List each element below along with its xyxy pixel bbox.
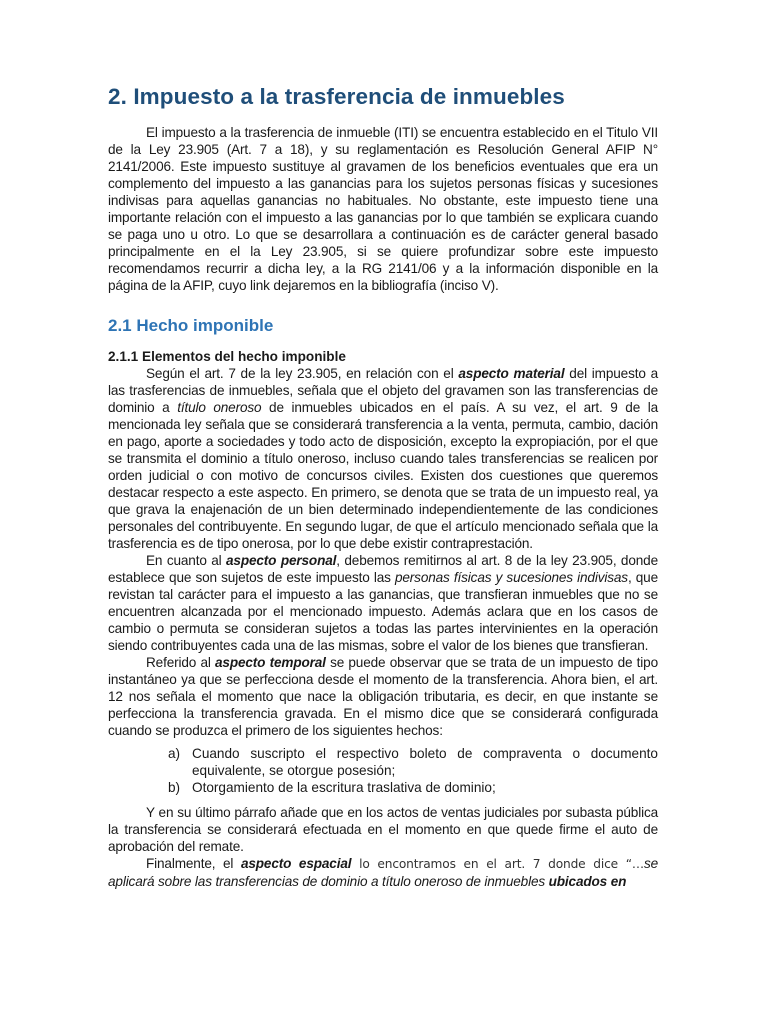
list-item: b) Otorgamiento de la escritura traslativa de dominio; [168, 780, 496, 795]
emphasis-material: aspecto material [458, 366, 565, 381]
auction-paragraph: Y en su último párrafo añade que en los actos de ventas judiciales por subasta pública la transferencia se considerará efectuada en el momento en que quede firme el auto de aprobación del remate. [108, 805, 658, 854]
personal-aspect-paragraph: En cuanto al aspecto personal, debemos remitirnos al art. 8 de la ley 23.905, donde establece que son sujetos de este impuesto las personas físicas y sucesiones indivisas, que revistan tal carácter para el impuesto a las ganancias, que transfieran inmuebles que no se encuentren alcanzada por el mencionado impuesto. Además aclara que en los casos de cambio o permuta se consideran sujetos a todas las partes intervinientes en la operación siendo contribuyentes cada una de las mismas, sobre el valor de los bienes que transfieran. [108, 553, 658, 653]
page-title: 2. Impuesto a la trasferencia de inmuebles [108, 84, 565, 109]
emphasis-temporal: aspecto temporal [215, 655, 326, 670]
spatial-aspect-paragraph: Finalmente, el aspecto espacial lo encontramos en el art. 7 donde dice “…se aplicará sobre las transferencias de dominio a título oneroso de inmuebles ubicados en [108, 856, 658, 889]
temporal-aspect-paragraph: Referido al aspecto temporal se puede observar que se trata de un impuesto de tipo instantáneo ya que se perfecciona desde el momento de la transferencia. Ahora bien, el art. 12 nos señala el momento que nace la obligación tributaria, es decir, en que instante se perfecciona la transferencia gravada. En el mismo dice que se considerará configurada cuando se produzca el primero de los siguientes hechos: [108, 655, 659, 738]
conditions-list [108, 745, 658, 796]
emphasis-personal: aspecto personal [226, 553, 337, 568]
intro-paragraph: El impuesto a la trasferencia de inmueble (ITI) se encuentra establecido en el Titulo VII de la Ley 23.905 (Art. 7 a 18), y su reglamentación es Resolución General AFIP N° 2141/2006. Este impuesto sustituye al gravamen de los beneficios eventuales que era un complemento del impuesto a las ganancias para los sujetos personas físicas y sucesiones indivisas para aquellas ganancias no habituales. No obstante, este impuesto tiene una importante relación con el impuesto a las ganancias por lo que también se explicara cuando se paga uno u otro. Lo que se desarrollara a continuación es de carácter general basado principalmente en el la Ley 23.905, si se quiere profundizar sobre este impuesto recomendamos recurrir a dicha ley, a la RG 2141/06 y a la información disponible en la página de la AFIP, cuyo link dejaremos en la bibliografía (inciso V). [108, 125, 658, 293]
section-heading: 2.1 Hecho imponible [108, 316, 274, 335]
list-item: a) Cuando suscripto el respectivo boleto de compraventa o documento equivalente, se otorgue posesión; [168, 746, 658, 778]
document-page [108, 84, 658, 890]
material-aspect-paragraph: Según el art. 7 de la ley 23.905, en relación con el aspecto material del impuesto a las trasferencias de inmuebles, señala que el objeto del gravamen son las transferencias de dominio a título oneroso de inmuebles ubicados en el país. A su vez, el art. 9 de la mencionada ley señala que se considerará transferencia a la venta, permuta, cambio, dación en pago, aporte a sociedades y todo acto de disposición, excepto la expropiación, por el que se transmita el dominio a título oneroso, incluso cuando tales transferencias se realicen por orden judicial o con motivo de concursos civiles. Existen dos cuestiones que queremos destacar respecto a este aspecto. En primero, se denota que se trata de un impuesto real, ya que grava la enajenación de un bien determinado independientemente de las condiciones personales del contribuyente. En segundo lugar, de que el artículo mencionado señala que la trasferencia es de tipo onerosa, por lo que debe existir contraprestación. [108, 366, 658, 551]
emphasis-subjects: personas físicas y sucesiones indivisas [394, 570, 628, 585]
emphasis-located: ubicados en [548, 874, 627, 889]
subsection-heading: 2.1.1 Elementos del hecho imponible [108, 349, 346, 364]
emphasis-spatial: aspecto espacial [240, 856, 352, 871]
emphasis-oneroso: título oneroso [177, 400, 262, 415]
